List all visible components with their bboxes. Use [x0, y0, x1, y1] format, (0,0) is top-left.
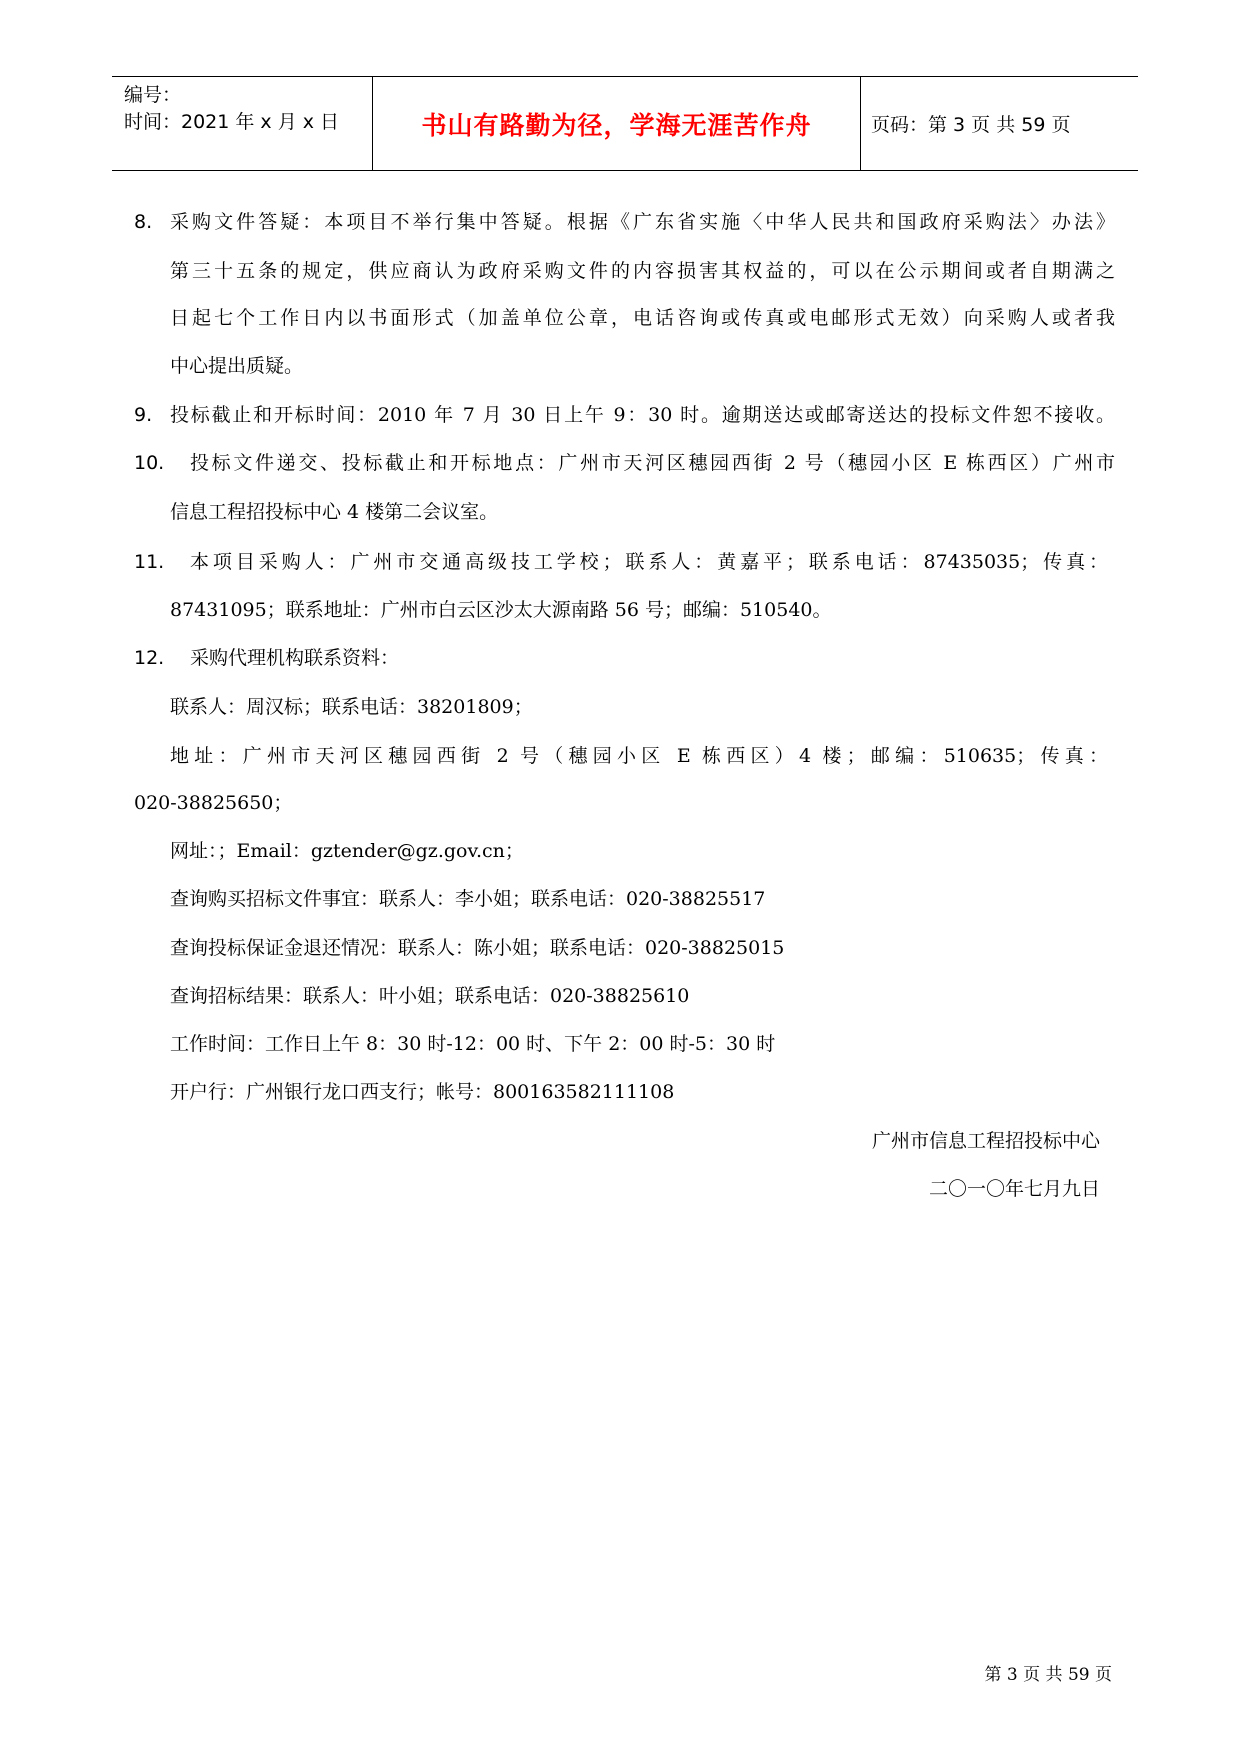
- agency-deposit: 查询投标保证金退还情况：联系人：陈小姐；联系电话：020-38825015: [170, 937, 785, 959]
- item-12-line-1: 采购代理机构联系资料：: [190, 647, 400, 669]
- item-11-number: 11.: [134, 551, 165, 573]
- page-footer: 第 3 页 共 59 页: [984, 1665, 1112, 1685]
- item-11-line-1: 本项目采购人：广州市交通高级技工学校；联系人：黄嘉平；联系电话：87435035；传真：: [190, 551, 1108, 573]
- agency-results: 查询招标结果：联系人：叶小姐；联系电话：020-38825610: [170, 985, 690, 1007]
- item-11-line-2: 87431095；联系地址：广州市白云区沙太大源南路 56 号；邮编：510540。: [170, 599, 832, 621]
- item-8-line-1: 采购文件答疑：本项目不举行集中答疑。根据《广东省实施〈中华人民共和国政府采购法〉办法》: [170, 211, 1115, 233]
- agency-contact: 联系人：周汉标；联系电话：38201809；: [170, 696, 533, 718]
- doc-code-label: 编号：: [124, 84, 182, 106]
- doc-time-label: 时间：2021 年 x 月 x 日: [124, 111, 340, 133]
- item-9-line-1: 投标截止和开标时间：2010 年 7 月 30 日上午 9：30 时。逾期送达或邮寄送达的投标文件恕不接收。: [170, 404, 1115, 426]
- item-8-line-2: 第三十五条的规定，供应商认为政府采购文件的内容损害其权益的，可以在公示期间或者自期满之: [170, 260, 1115, 282]
- item-12-number: 12.: [134, 647, 165, 669]
- header-page-code: 页码：第 3 页 共 59 页: [871, 114, 1071, 136]
- signature-org: 广州市信息工程招投标中心: [871, 1130, 1100, 1152]
- item-8-number: 8.: [134, 211, 153, 233]
- signature-date: 二〇一〇年七月九日: [928, 1178, 1100, 1200]
- agency-address-line-2: 020-38825650；: [134, 792, 293, 814]
- item-10-number: 10.: [134, 452, 165, 474]
- agency-bank: 开户行：广州银行龙口西支行；帐号：800163582111108: [170, 1081, 675, 1103]
- item-10-line-2: 信息工程招投标中心 4 楼第二会议室。: [170, 501, 499, 523]
- header-motto: 书山有路勤为径，学海无涯苦作舟: [421, 110, 812, 140]
- item-8-line-3: 日起七个工作日内以书面形式（加盖单位公章，电话咨询或传真或电邮形式无效）向采购人或者我: [170, 307, 1115, 329]
- agency-hours: 工作时间：工作日上午 8：30 时-12：00 时、下午 2：00 时-5：30 时: [170, 1033, 776, 1055]
- agency-address-line-1: 地址：广州市天河区穗园西街 2 号（穗园小区 E 栋西区）4 楼；邮编：510635；传真：: [170, 745, 1108, 767]
- agency-web-email: 网址：；Email：gztender@gz.gov.cn；: [170, 840, 524, 862]
- agency-buy-docs: 查询购买招标文件事宜：联系人：李小姐；联系电话：020-38825517: [170, 888, 766, 910]
- item-9-number: 9.: [134, 404, 153, 426]
- item-10-line-1: 投标文件递交、投标截止和开标地点：广州市天河区穗园西街 2 号（穗园小区 E 栋西区）广州市: [190, 452, 1115, 474]
- item-8-line-4: 中心提出质疑。: [170, 355, 304, 377]
